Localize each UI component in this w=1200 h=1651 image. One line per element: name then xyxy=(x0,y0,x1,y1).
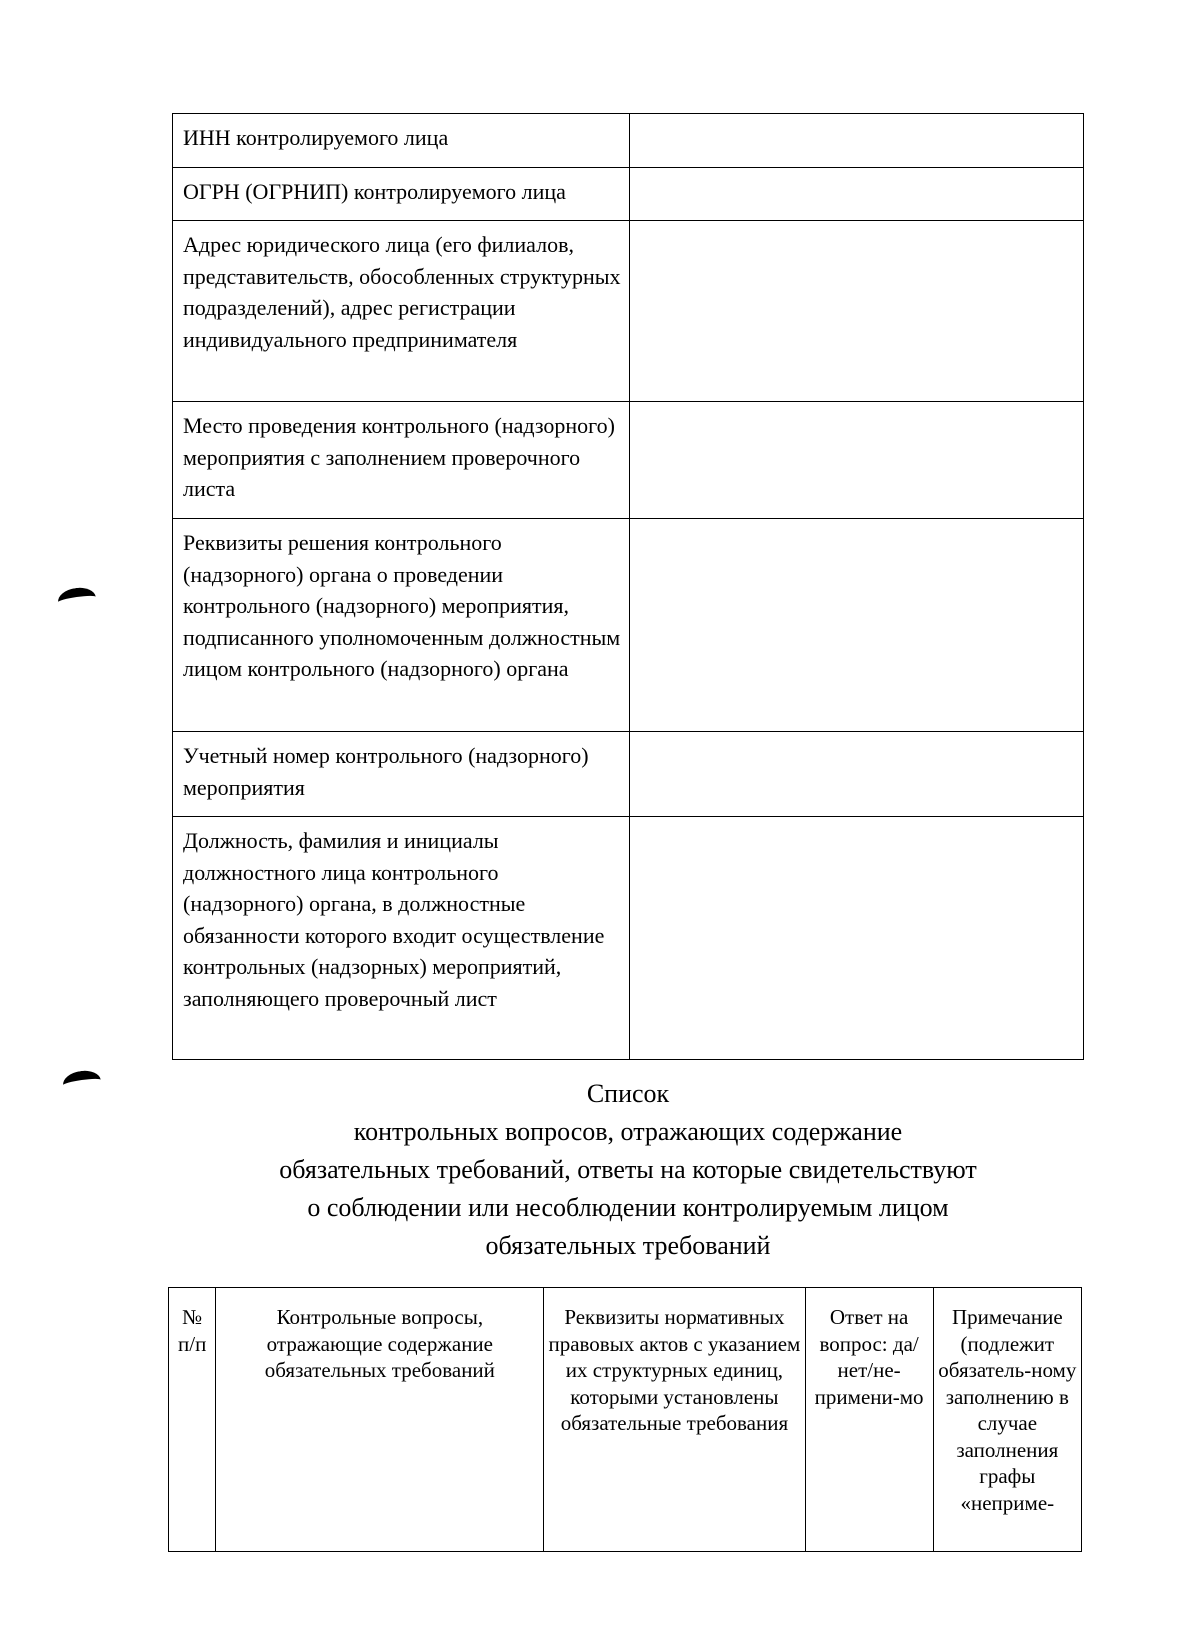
table-row xyxy=(173,221,1084,402)
punch-hole-mark xyxy=(62,1068,103,1096)
column-header-questions: Контрольные вопросы, отражающие содержание обязательных требований xyxy=(216,1288,544,1552)
table-row xyxy=(173,168,1084,221)
row-value-place[interactable] xyxy=(630,402,1084,519)
header-row xyxy=(169,1288,1082,1552)
punch-hole-mark xyxy=(57,585,98,613)
table-row xyxy=(173,402,1084,519)
column-header-number: № п/п xyxy=(169,1288,216,1552)
list-title-heading: Список xyxy=(586,1079,670,1108)
list-title xyxy=(172,1075,1084,1265)
column-header-note: Примечание (подлежит обязатель-ному заполнению в случае заполнения графы «неприме- xyxy=(933,1288,1081,1552)
row-value-inn[interactable] xyxy=(630,114,1084,168)
list-title-line: о соблюдении или несоблюдении контролируемым лицом xyxy=(307,1193,949,1222)
table-row xyxy=(173,732,1084,817)
row-value-ogrn[interactable] xyxy=(630,168,1084,221)
questions-table xyxy=(168,1287,1082,1552)
row-label-inn: ИНН контролируемого лица xyxy=(173,114,630,168)
row-value-decision[interactable] xyxy=(630,519,1084,732)
row-label-record-number: Учетный номер контрольного (надзорного) мероприятия xyxy=(173,732,630,817)
row-value-record-number[interactable] xyxy=(630,732,1084,817)
list-title-line: обязательных требований, ответы на которые свидетельствуют xyxy=(279,1155,977,1184)
table-row xyxy=(173,817,1084,1060)
column-header-answer: Ответ на вопрос: да/нет/не-примени-мо xyxy=(805,1288,933,1552)
row-label-ogrn: ОГРН (ОГРНИП) контролируемого лица xyxy=(173,168,630,221)
row-label-address: Адрес юридического лица (его филиалов, представительств, обособленных структурных подразделений), адрес регистрации индивидуального предпринимателя xyxy=(173,221,630,402)
row-label-place: Место проведения контрольного (надзорного) мероприятия с заполнением проверочного листа xyxy=(173,402,630,519)
row-label-official: Должность, фамилия и инициалы должностного лица контрольного (надзорного) органа, в должностные обязанности которого входит осуществление контрольных (надзорных) мероприятий, заполняющего проверочный лист xyxy=(173,817,630,1060)
list-title-line: обязательных требований xyxy=(485,1231,771,1260)
inspection-info-table xyxy=(172,113,1084,1060)
row-value-address[interactable] xyxy=(630,221,1084,402)
row-value-official[interactable] xyxy=(630,817,1084,1060)
table-row xyxy=(173,519,1084,732)
column-header-legal-acts: Реквизиты нормативных правовых актов с указанием их структурных единиц, которыми установлены обязательные требования xyxy=(544,1288,805,1552)
table-row xyxy=(173,114,1084,168)
list-title-line: контрольных вопросов, отражающих содержание xyxy=(353,1117,903,1146)
row-label-decision: Реквизиты решения контрольного (надзорного) органа о проведении контрольного (надзорного) мероприятия, подписанного уполномоченным должностным лицом контрольного (надзорного) органа xyxy=(173,519,630,732)
